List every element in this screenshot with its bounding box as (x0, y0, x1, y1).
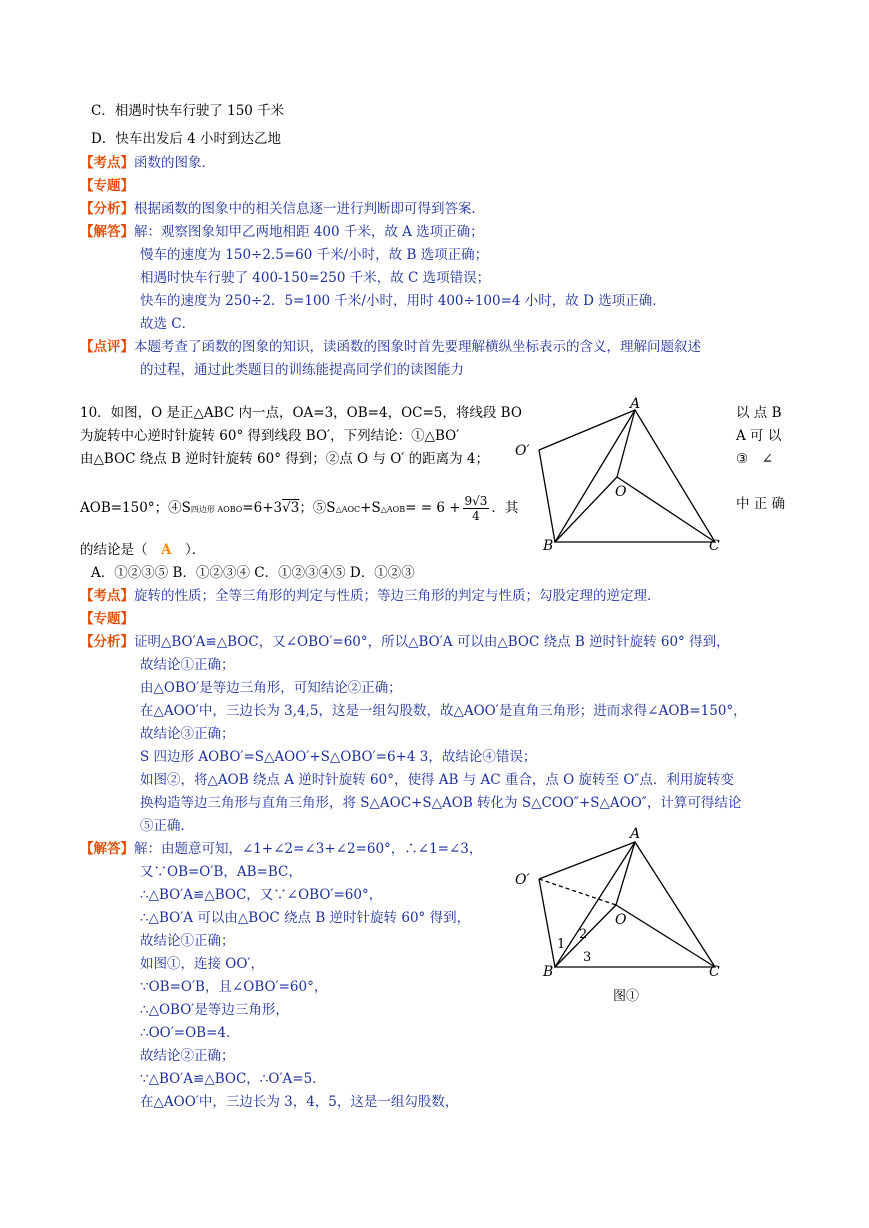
kaodian-tag: 【考点】 (80, 588, 134, 604)
segment-o-prime-a (539, 410, 635, 450)
dianping-tag: 【点评】 (80, 339, 134, 355)
fenxi-tag: 【分析】 (80, 634, 134, 650)
angle-label-1: 1 (557, 937, 566, 952)
dianping-line: 的过程，通过此类题目的训练能提高同学们的读图能力 (140, 362, 464, 378)
jieda-line: 又∵OB=O′B，AB=BC， (140, 864, 302, 880)
jieda-line: 相遇时快车行驶了 400-150=250 千米，故 C 选项错误； (140, 270, 491, 286)
label-b: B (543, 538, 554, 554)
geometry-figure-question (505, 392, 735, 557)
label-b: B (543, 964, 554, 980)
jieda-line: ∴△OBO′是等边三角形， (140, 1002, 289, 1018)
zhuanti-tag: 【专题】 (80, 178, 134, 194)
triangle-abc (555, 842, 715, 967)
label-c: C (709, 964, 720, 980)
answer-letter: A (161, 542, 172, 558)
formula-part: +S (360, 500, 381, 516)
jieda-line: 故结论②正确； (140, 1048, 235, 1064)
formula-part: ；⑤S (299, 500, 336, 516)
q10-jieda (80, 839, 482, 859)
q10-fenxi (80, 632, 730, 652)
q9-kaodian (80, 153, 215, 173)
q10-stem-right: 中 正 确 (736, 496, 786, 512)
q10-zhuanti (80, 609, 134, 629)
q10-options: A．①②③⑤ B．①②③④ C．①②③④⑤ D．①②③ (91, 565, 415, 581)
q10-stem-right: A 可 以 (736, 428, 782, 444)
fenxi-line: 证明△BO′A≌△BOC，又∠OBO′=60°，所以△BO′A 可以由△BOC 绕点 B 逆时针旋转 60° 得到， (134, 634, 730, 650)
segment-o-prime-b (539, 450, 555, 542)
segment-oa (617, 410, 635, 477)
jieda-tag: 【解答】 (80, 841, 134, 857)
q9-jieda (80, 222, 484, 242)
label-o: O (615, 484, 627, 500)
jieda-line: 解：观察图象知甲乙两地相距 400 千米，故 A 选项正确； (134, 224, 484, 240)
fenxi-line: S 四边形 AOBO′=S△AOO′+S△OBO′=6+4 3，故结论④错误； (140, 749, 537, 765)
segment-o-prime-b (539, 879, 555, 967)
jieda-line: 故选 C． (140, 316, 196, 332)
jieda-line: ∴△BO′A 可以由△BOC 绕点 B 逆时针旋转 60° 得到， (140, 910, 471, 926)
jieda-line: ∵OB=O′B，且∠OBO′=60°， (140, 979, 328, 995)
q10-kaodian (80, 586, 661, 606)
subscript: △AOC (335, 505, 361, 514)
jieda-line: 故结论①正确； (140, 933, 235, 949)
label-c: C (709, 538, 720, 554)
sqrt-term: √3 (282, 500, 300, 516)
fenxi-tag: 【分析】 (80, 201, 134, 217)
formula-part: =6+3 (242, 500, 283, 516)
jieda-line: 解：由题意可知，∠1+∠2=∠3+∠2=60°，∴∠1=∠3， (134, 841, 483, 857)
zhuanti-tag: 【专题】 (80, 611, 134, 627)
subscript: △AOB (380, 505, 406, 514)
kaodian-text: 旋转的性质；全等三角形的判定与性质；等边三角形的判定与性质；勾股定理的逆定理． (134, 588, 661, 604)
label-a: A (630, 396, 641, 412)
jieda-line: 慢车的速度为 150÷2.5=60 千米/小时，故 B 选项正确； (140, 247, 489, 263)
geometry-figure-solution (505, 822, 735, 1007)
jieda-line: 如图①，连接 OO′， (140, 956, 264, 972)
jieda-line: ∴OO′=OB=4． (140, 1025, 240, 1041)
q9-fenxi (80, 199, 485, 219)
formula-part: = = 6 + (405, 500, 461, 516)
q10-stem-line: 由△BOC 绕点 B 逆时针旋转 60° 得到；②点 O 与 O′ 的距离为 4； (80, 451, 490, 467)
jieda-line: ∵△BO′A≌△BOC，∴O′A=5． (140, 1071, 326, 1087)
q9-zhuanti (80, 176, 134, 196)
segment-o-prime-a (539, 842, 635, 879)
fenxi-line: 如图②，将△AOB 绕点 A 逆时针旋转 60°，使得 AB 与 AC 重合，点 O 旋转至 O″点．利用旋转变 (140, 772, 734, 788)
q10-stem-formula-line (80, 494, 518, 523)
fenxi-line: 在△AOO′中，三边长为 3,4,5，这是一组勾股数，故△AOO′是直角三角形；进而求得∠AOB=150°， (140, 703, 747, 719)
label-a: A (630, 826, 641, 842)
fenxi-line: ⑤正确． (140, 818, 194, 834)
fraction-denominator: 4 (472, 509, 480, 523)
q10-answer-line (80, 540, 205, 560)
kaodian-tag: 【考点】 (80, 155, 134, 171)
subscript: 四边形 AOBO (190, 505, 243, 514)
stem-text: 的结论是（ (80, 542, 161, 558)
fenxi-line: 故结论③正确； (140, 726, 235, 742)
segment-oa (616, 842, 635, 905)
label-o: O (615, 912, 627, 928)
kaodian-text: 函数的图象． (134, 155, 215, 171)
fenxi-line: 故结论①正确； (140, 657, 235, 673)
fraction-numerator: 9√3 (464, 494, 488, 508)
q10-stem-right: 以 点 B (736, 405, 782, 421)
jieda-tag: 【解答】 (80, 224, 134, 240)
q10-stem-line: 为旋转中心逆时针旋转 60° 得到线段 BO′，下列结论：①△BO′ (80, 428, 460, 444)
segment-ob (555, 477, 617, 542)
segment-oc (617, 477, 715, 542)
q9-dianping (80, 337, 701, 357)
q10-stem-line: 10．如图，O 是正△ABC 内一点，OA=3，OB=4，OC=5，将线段 BO (80, 405, 522, 421)
formula-part: ．其 (491, 500, 519, 516)
fenxi-line: 换构造等边三角形与直角三角形，将 S△AOC+S△AOB 转化为 S△COO″+S△AOO″，计算可得结论 (140, 795, 742, 811)
label-o-prime: O′ (515, 872, 530, 888)
option-d: D．快车出发后 4 小时到达乙地 (91, 131, 281, 147)
q10-stem-right: ③ ∠ (736, 451, 773, 467)
fraction (463, 494, 490, 523)
jieda-line: ∴△BO′A≌△BOC，又∵∠OBO′=60°， (140, 887, 383, 903)
fenxi-text: 根据函数的图象中的相关信息逐一进行判断即可得到答案． (134, 201, 485, 217)
segment-o-o-prime-dashed (539, 879, 616, 905)
segment-oc (616, 905, 715, 967)
option-c: C．相遇时快车行驶了 150 千米 (91, 103, 285, 119)
triangle-abc (555, 410, 715, 542)
label-o-prime: O′ (515, 443, 530, 459)
angle-label-2: 2 (579, 927, 588, 942)
jieda-line: 快车的速度为 250÷2．5=100 千米/小时，用时 400÷100=4 小时，故 D 选项正确． (140, 293, 666, 309)
fenxi-line: 由△OBO′是等边三角形，可知结论②正确； (140, 680, 402, 696)
figure-caption: 图① (613, 989, 640, 1004)
jieda-line: 在△AOO′中，三边长为 3，4，5，这是一组勾股数， (140, 1094, 459, 1110)
stem-text: ）． (171, 542, 206, 558)
angle-label-3: 3 (583, 950, 592, 965)
formula-part: AOB=150°；④S (80, 500, 191, 516)
dianping-line: 本题考查了函数的图象的知识，读函数的图象时首先要理解横纵坐标表示的含义，理解问题叙述 (134, 339, 701, 355)
